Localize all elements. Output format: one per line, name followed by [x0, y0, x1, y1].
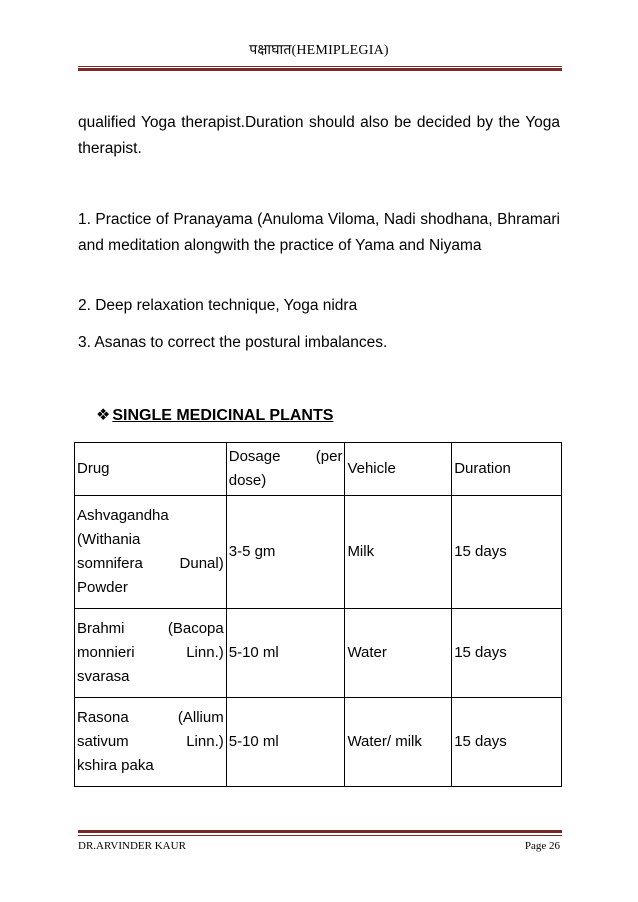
section-heading	[96, 405, 333, 425]
list-item-2: 2. Deep relaxation technique, Yoga nidra	[78, 297, 358, 314]
header-dosage-line1: Dosage (per	[228, 448, 343, 465]
header-dosage	[226, 443, 345, 496]
footer-author: DR.ARVINDER KAUR	[78, 840, 186, 852]
section-title: SINGLE MEDICINAL PLANTS	[112, 407, 334, 424]
dosage-cell: 5-10 ml	[226, 698, 345, 787]
dosage-cell: 5-10 ml	[226, 609, 345, 698]
drug-line: (Withania	[77, 531, 141, 548]
list-item-3: 3. Asanas to correct the postural imbalances.	[78, 334, 388, 351]
drug-line: Brahmi (Bacopa	[77, 620, 224, 637]
header-rule-thick	[78, 68, 562, 71]
drug-cell	[75, 698, 227, 787]
footer-page-number: Page 26	[524, 840, 560, 852]
duration-cell: 15 days	[452, 698, 562, 787]
list-item-1: 1. Practice of Pranayama (Anuloma Viloma, Nadi shodhana, Bhramari and meditation alongwith the practice of Yama and Niyama	[78, 211, 560, 254]
drug-cell	[75, 609, 227, 698]
header-drug: Drug	[75, 443, 227, 496]
header-duration: Duration	[452, 443, 562, 496]
table-row	[75, 496, 562, 609]
drug-line: Powder	[77, 579, 128, 596]
duration-cell: 15 days	[452, 609, 562, 698]
vehicle-cell: Water/ milk	[345, 698, 452, 787]
footer-rule-thin	[78, 835, 562, 836]
header-title: पक्षाघात(HEMIPLEGIA)	[249, 43, 389, 58]
table-row	[75, 609, 562, 698]
drug-line: sativum Linn.)	[77, 733, 224, 750]
table-row	[75, 698, 562, 787]
drug-cell	[75, 496, 227, 609]
header-vehicle: Vehicle	[345, 443, 452, 496]
drug-line: somnifera Dunal)	[77, 555, 224, 572]
intro-paragraph: qualified Yoga therapist.Duration should also be decided by the Yoga therapist.	[78, 114, 560, 157]
drug-line: Ashvagandha	[77, 507, 169, 524]
duration-cell: 15 days	[452, 496, 562, 609]
drug-line: svarasa	[77, 668, 130, 685]
drug-line: Rasona (Allium	[77, 709, 224, 726]
vehicle-cell: Milk	[345, 496, 452, 609]
medicinal-plants-table	[74, 442, 562, 787]
diamond-bullet-icon: ❖	[96, 407, 111, 424]
dosage-cell: 3-5 gm	[226, 496, 345, 609]
drug-line: kshira paka	[77, 757, 154, 774]
drug-line: monnieri Linn.)	[77, 644, 224, 661]
vehicle-cell: Water	[345, 609, 452, 698]
header-dosage-line2: dose)	[228, 472, 267, 489]
footer-rule-thick	[78, 830, 562, 833]
header-rule-thin	[78, 66, 562, 67]
table-header-row	[75, 443, 562, 496]
